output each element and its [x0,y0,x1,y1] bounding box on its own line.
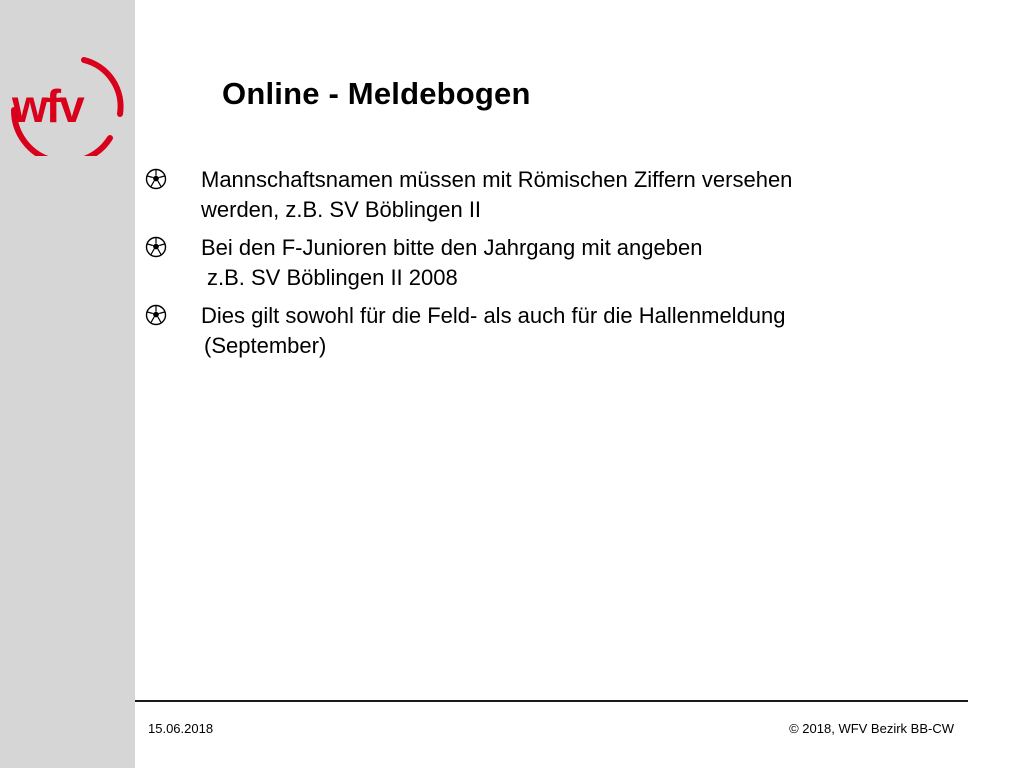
bullet-text-line: werden, z.B. SV Böblingen II [201,197,482,222]
bullet-text-line: Mannschaftsnamen müssen mit Römischen Ziffern versehen [201,167,793,192]
bullet-item [145,165,945,225]
bullet-item [145,301,945,361]
footer-date: 15.06.2018 [148,721,214,736]
footer-copyright: © 2018, WFV Bezirk BB-CW [789,721,954,736]
bullet-item [145,233,945,293]
bullet-list [145,165,945,369]
bullet-text-line: z.B. SV Böblingen II 2008 [207,265,458,290]
bullet-text-line: Bei den F-Junioren bitte den Jahrgang mit angeben [201,235,703,260]
logo-text: wfv [12,80,83,132]
footer-divider [135,700,968,702]
wfv-logo [6,52,130,156]
page-title: Online - Meldebogen [222,76,531,111]
bullet-text-line: Dies gilt sowohl für die Feld- als auch für die Hallenmeldung [201,303,786,328]
bullet-text-line: (September) [204,333,327,358]
